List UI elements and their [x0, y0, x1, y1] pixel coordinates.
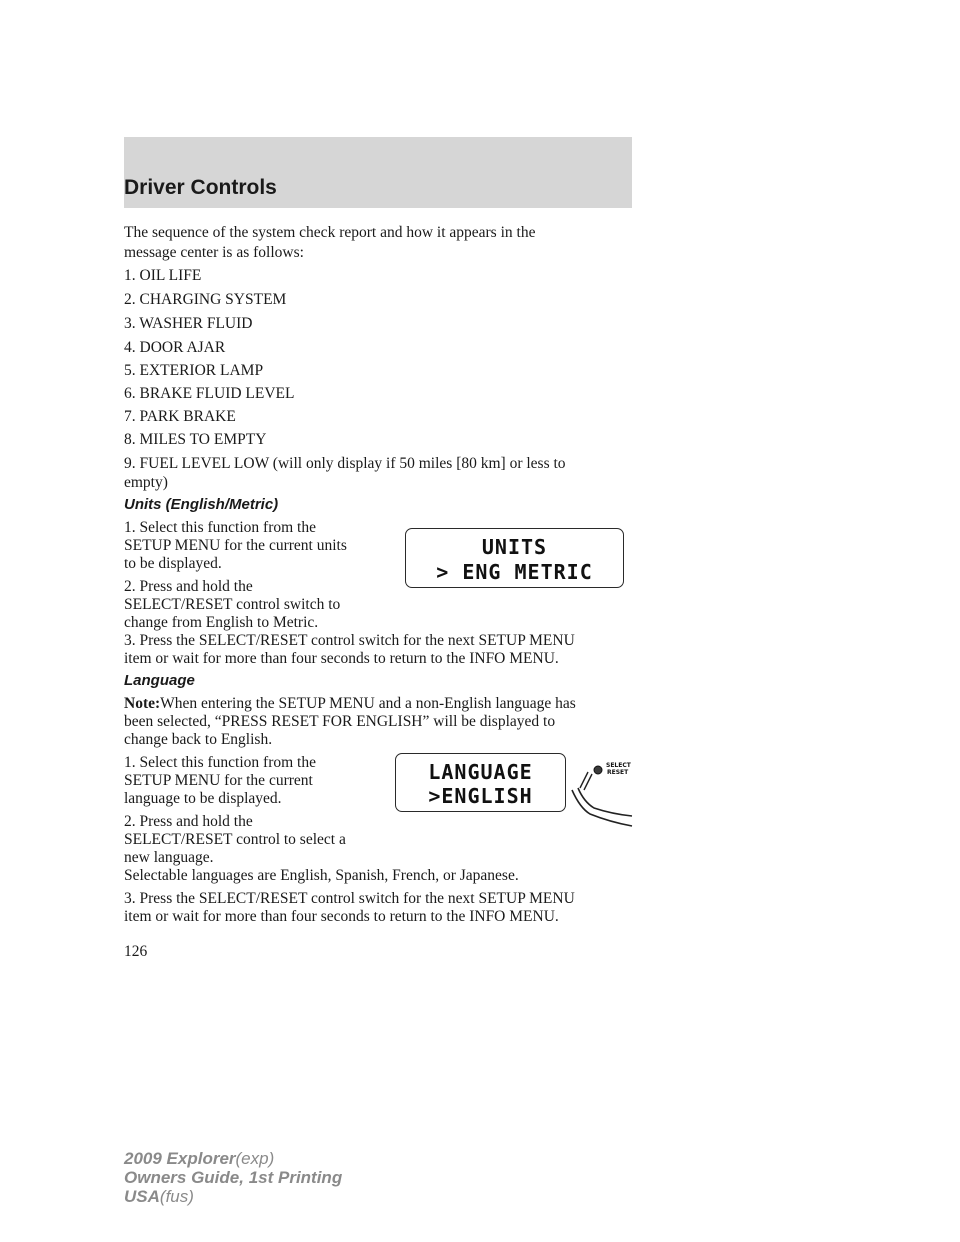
- section-header-band: [124, 137, 632, 208]
- units-step3-line: item or wait for more than four seconds to return to the INFO MENU.: [124, 650, 559, 667]
- units-display-line2: > ENG METRIC: [436, 560, 593, 584]
- footer-line-2: Owners Guide, 1st Printing: [124, 1168, 343, 1187]
- footer-model: 2009 Explorer: [124, 1149, 236, 1168]
- list-item: 2. CHARGING SYSTEM: [124, 291, 287, 308]
- select-label: SELECT: [606, 762, 631, 769]
- page-number: 126: [124, 943, 148, 960]
- footer-market: USA: [124, 1187, 160, 1206]
- language-display-line1: LANGUAGE: [428, 760, 533, 784]
- list-item: 4. DOOR AJAR: [124, 339, 226, 356]
- reset-label: RESET: [607, 769, 629, 776]
- list-item: 1. OIL LIFE: [124, 267, 202, 284]
- language-heading: Language: [124, 672, 195, 689]
- intro-line-1: The sequence of the system check report and how it appears in the: [124, 224, 536, 241]
- units-step1-line: SETUP MENU for the current units: [124, 537, 347, 554]
- language-step2-line: 2. Press and hold the: [124, 813, 253, 830]
- language-step1-line: SETUP MENU for the current: [124, 772, 313, 789]
- language-display: [395, 753, 566, 812]
- language-step2-line: SELECT/RESET control to select a: [124, 831, 346, 848]
- footer-line-1: [124, 1149, 274, 1168]
- select-reset-control: [570, 758, 634, 828]
- units-step2-line: change from English to Metric.: [124, 614, 319, 631]
- language-step2-line: new language.: [124, 849, 214, 866]
- footer-model-code: (exp): [235, 1149, 275, 1168]
- note-text: When entering the SETUP MENU and a non-English language has: [160, 695, 576, 712]
- units-heading: Units (English/Metric): [124, 496, 279, 513]
- language-display-line2: >ENGLISH: [428, 784, 533, 808]
- language-step1-line: language to be displayed.: [124, 790, 282, 807]
- intro-line-2: message center is as follows:: [124, 244, 304, 261]
- units-step2-line: 2. Press and hold the: [124, 578, 253, 595]
- selectable-languages: Selectable languages are English, Spanish, French, or Japanese.: [124, 867, 519, 884]
- note-label: Note:: [124, 695, 161, 712]
- units-step3-line: 3. Press the SELECT/RESET control switch for the next SETUP MENU: [124, 632, 575, 649]
- units-step2-line: SELECT/RESET control switch to: [124, 596, 341, 613]
- list-item: 3. WASHER FLUID: [124, 315, 253, 332]
- language-note-line: been selected, “PRESS RESET FOR ENGLISH” will be displayed to: [124, 713, 556, 730]
- units-step1-line: 1. Select this function from the: [124, 519, 316, 536]
- list-item: 5. EXTERIOR LAMP: [124, 362, 264, 379]
- list-item: 8. MILES TO EMPTY: [124, 431, 267, 448]
- footer-market-code: (fus): [159, 1187, 194, 1206]
- footer-line-3: [124, 1187, 194, 1206]
- language-step1-line: 1. Select this function from the: [124, 754, 316, 771]
- list-item-continuation: empty): [124, 474, 168, 491]
- list-item: 9. FUEL LEVEL LOW (will only display if 50 miles [80 km] or less to: [124, 455, 566, 472]
- language-step3-line: 3. Press the SELECT/RESET control switch for the next SETUP MENU: [124, 890, 575, 907]
- language-note-line: change back to English.: [124, 731, 273, 748]
- language-step3-line: item or wait for more than four seconds to return to the INFO MENU.: [124, 908, 559, 925]
- units-step1-line: to be displayed.: [124, 555, 222, 572]
- units-display: [405, 528, 624, 588]
- list-item: 6. BRAKE FLUID LEVEL: [124, 385, 295, 402]
- list-item: 7. PARK BRAKE: [124, 408, 236, 425]
- units-display-line1: UNITS: [481, 535, 548, 559]
- section-title: Driver Controls: [124, 176, 277, 199]
- language-note-line: [124, 694, 576, 713]
